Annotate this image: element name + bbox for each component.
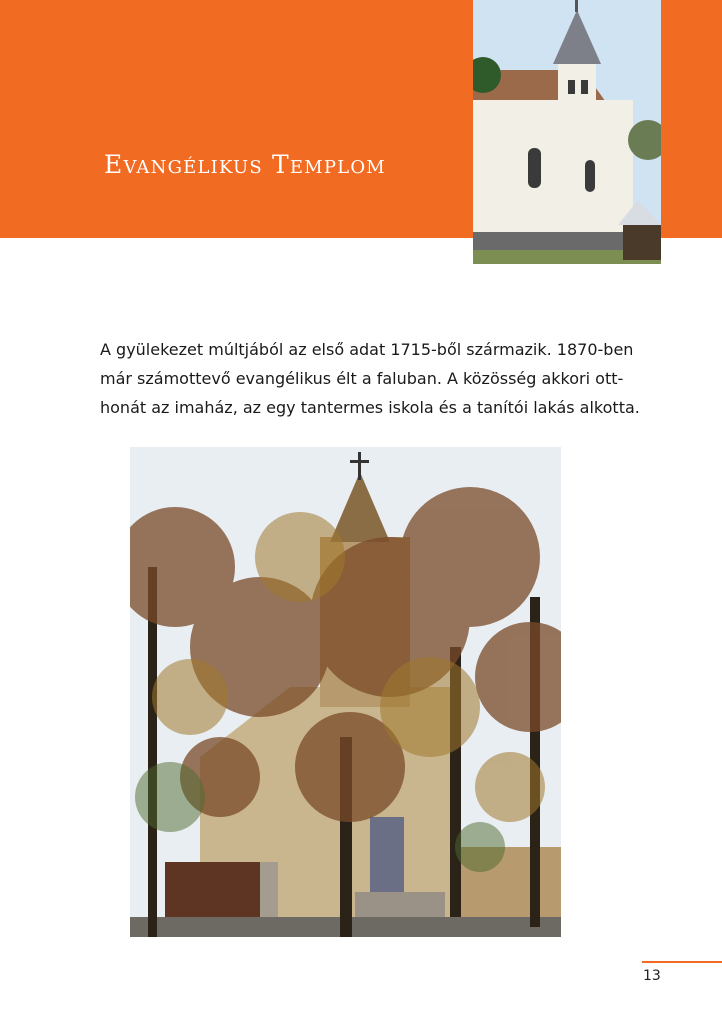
church-photo-main-image bbox=[130, 447, 561, 937]
church-photo-top bbox=[473, 0, 661, 264]
body-line: honát az imaház, az egy tantermes iskola és a tanítói lakás alkotta. bbox=[100, 398, 640, 417]
church-photo-top-image bbox=[473, 0, 661, 264]
body-line: már számottevő evangélikus élt a faluban. A közösség akkori ott- bbox=[100, 369, 624, 388]
body-paragraph bbox=[100, 335, 640, 422]
page-number: 13 bbox=[643, 968, 661, 984]
church-photo-main bbox=[130, 447, 561, 937]
footer-rule bbox=[642, 961, 722, 963]
body-line: A gyülekezet múltjából az első adat 1715-ből származik. 1870-ben bbox=[100, 340, 634, 359]
page-title: Evangélikus Templom bbox=[104, 150, 386, 179]
